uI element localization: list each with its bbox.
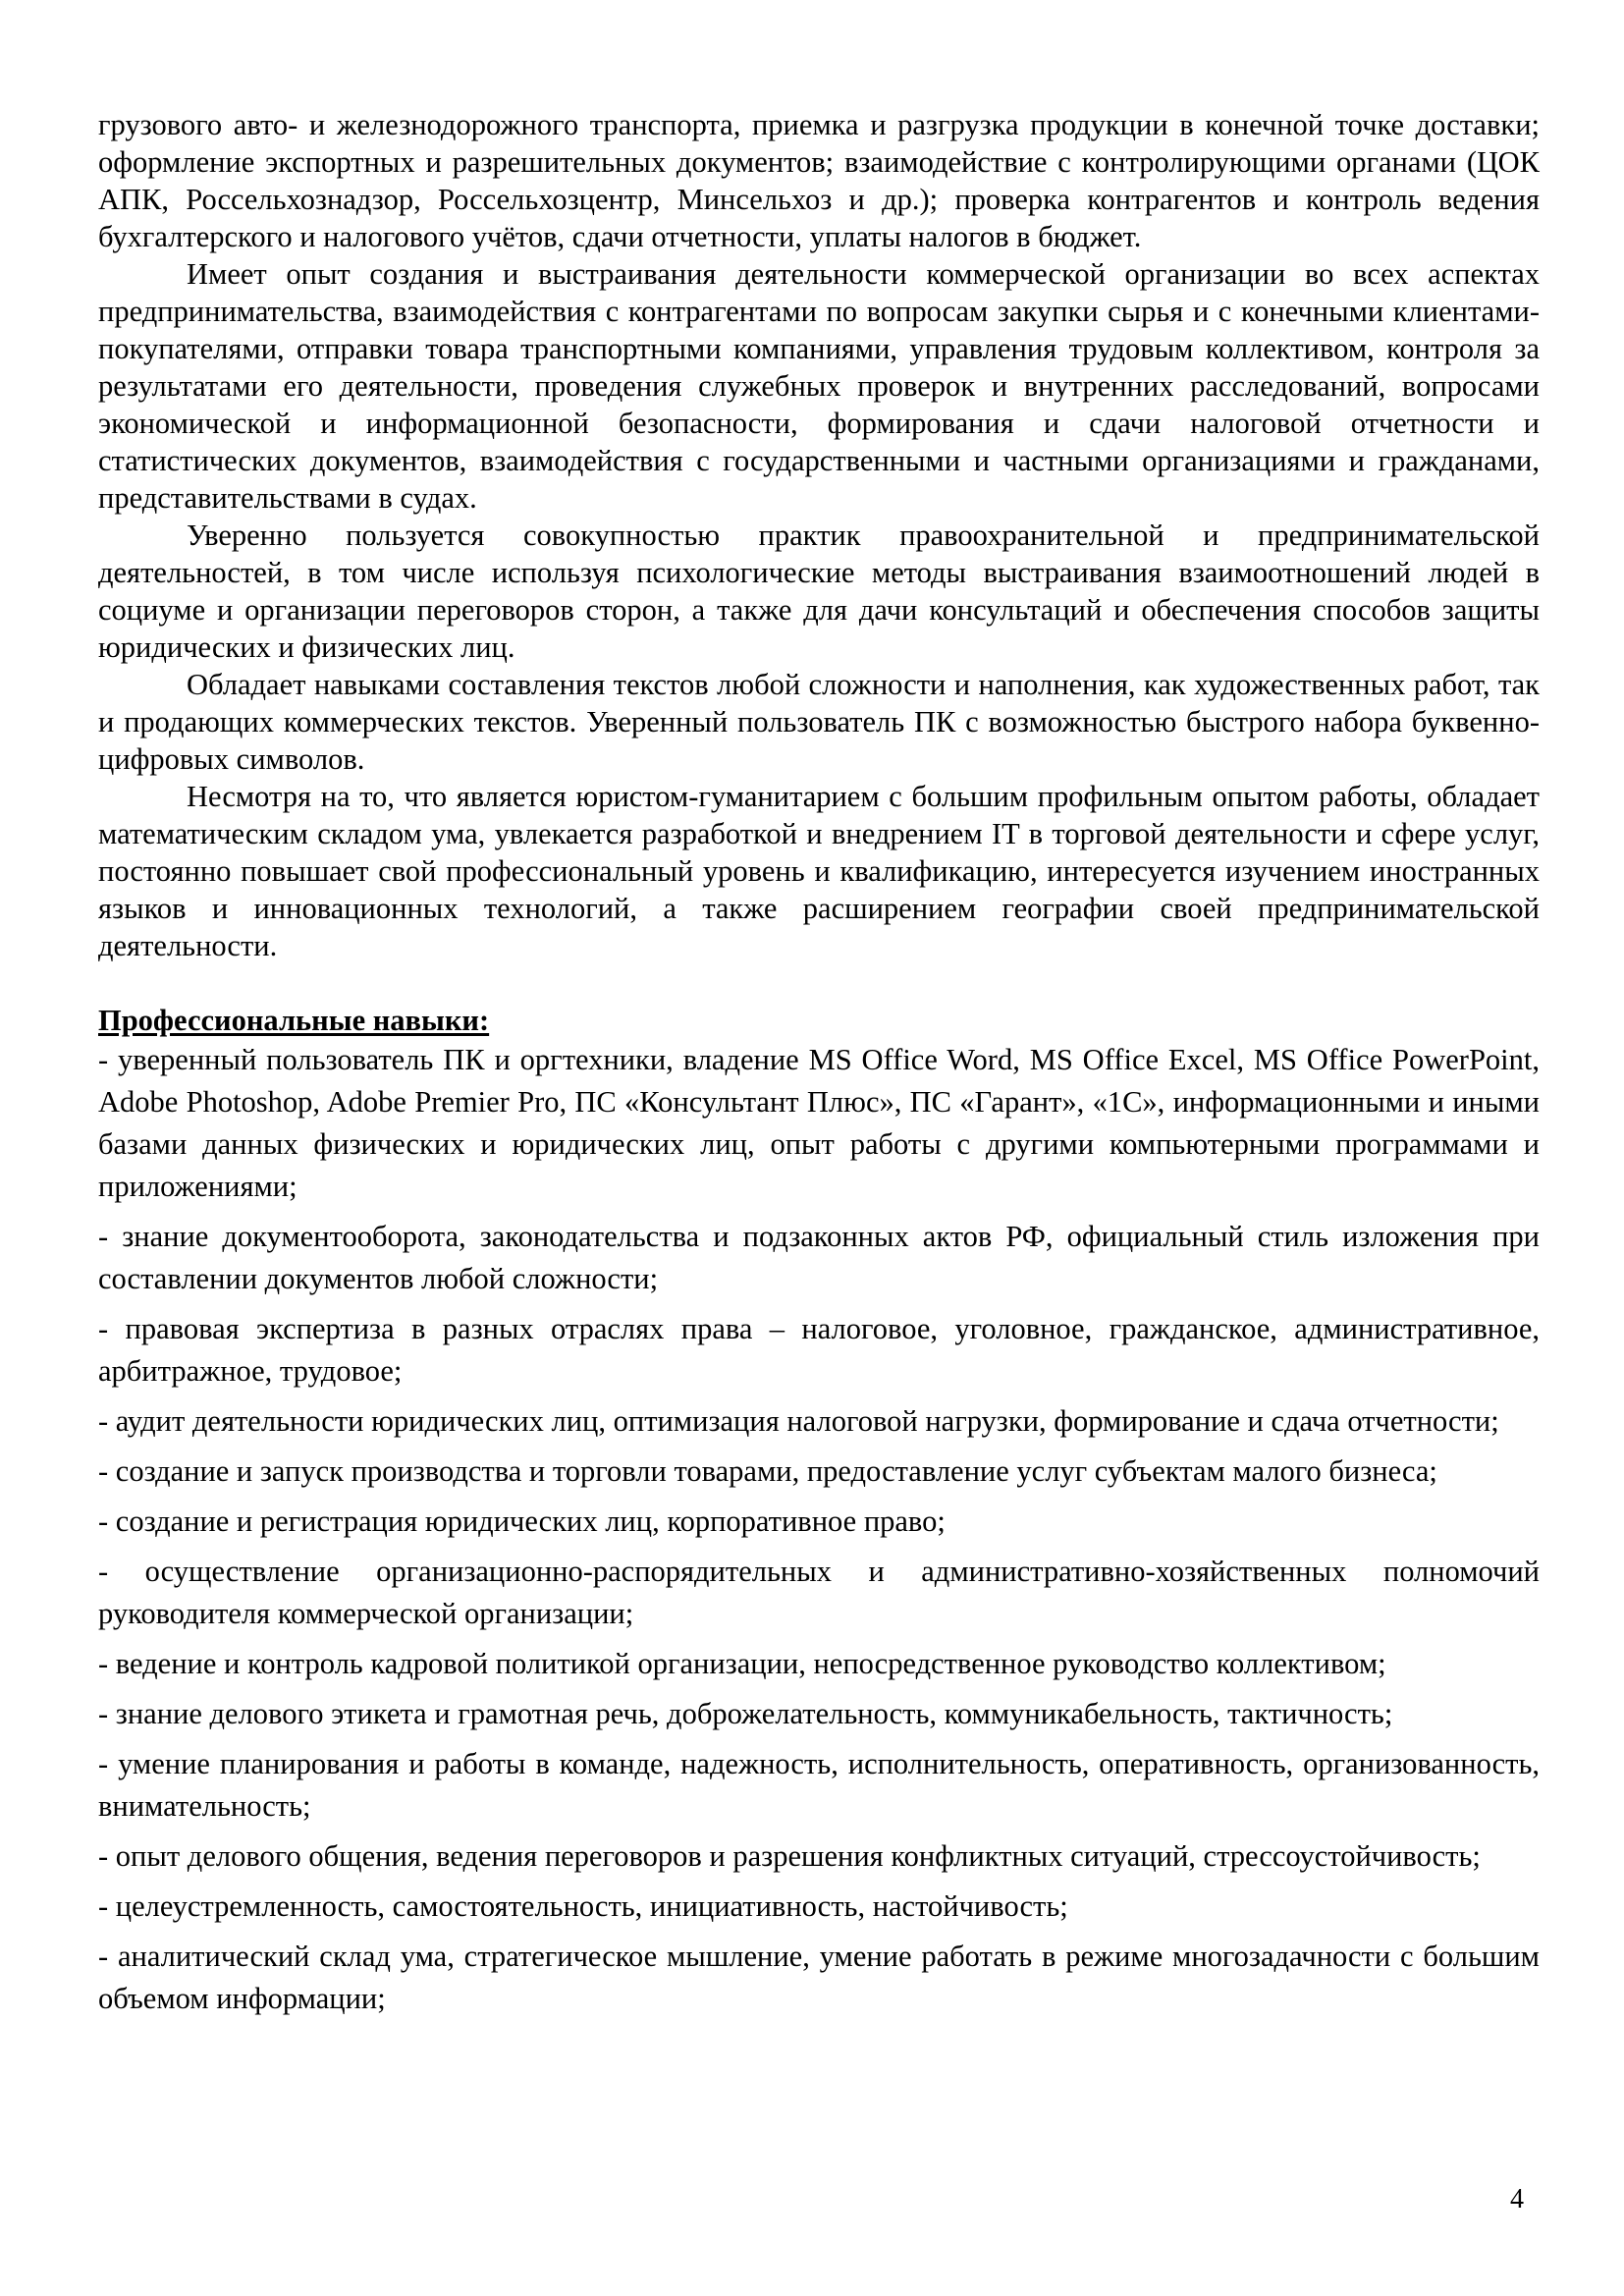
skills-list	[98, 1039, 1540, 2020]
skill-item: - умение планирования и работы в команде, надежность, исполнительность, оперативность, организованность, внимательность;	[98, 1747, 1540, 1823]
paragraph-interests: Несмотря на то, что является юристом-гуманитарием с большим профильным опытом работы, обладает математическим складом ума, увлекается разработкой и внедрением IT в торговой деятельности и сфере услуг, постоянно повышает свой профессиональный уровень и квалификацию, интересуется изучением иностранных языков и инновационных технологий, а также расширением географии своей предпринимательской деятельности.	[98, 780, 1540, 962]
document-page	[98, 106, 1540, 2028]
paragraph-writing-skills: Обладает навыками составления текстов любой сложности и наполнения, как художественных работ, так и продающих коммерческих текстов. Уверенный пользователь ПК с возможностью быстрого набора буквенно-цифровых символов.	[98, 668, 1540, 776]
skill-item: - уверенный пользователь ПК и оргтехники, владение MS Office Word, MS Office Excel, MS Office PowerPoint, Adobe Photoshop, Adobe Premier Pro, ПС «Консультант Плюс», ПС «Гарант», «1С», информационными и иными базами данных физических и юридических лиц, опыт работы с другими компьютерными программами и приложениями;	[98, 1043, 1540, 1203]
skill-item: - аудит деятельности юридических лиц, оптимизация налоговой нагрузки, формирование и сдача отчетности;	[98, 1404, 1499, 1438]
skills-heading: Профессиональные навыки:	[98, 1004, 490, 1037]
skill-item: - аналитический склад ума, стратегическое мышление, умение работать в режиме многозадачности с большим объемом информации;	[98, 1940, 1540, 2015]
skill-item: - создание и регистрация юридических лиц, корпоративное право;	[98, 1504, 946, 1538]
skill-item: - осуществление организационно-распорядительных и административно-хозяйственных полномочий руководителя коммерческой организации;	[98, 1555, 1540, 1630]
paragraph-practices: Уверенно пользуется совокупностью практик правоохранительной и предпринимательской деятельностей, в том числе используя психологические методы выстраивания взаимоотношений людей в социуме и организации переговоров сторон, а также для дачи консультаций и обеспечения способов защиты юридических и физических лиц.	[98, 519, 1540, 664]
paragraph-continuation: грузового авто- и железнодорожного транспорта, приемка и разгрузка продукции в конечной точке доставки; оформление экспортных и разрешительных документов; взаимодействие с контролирующими органами (ЦОК АПК, Россельхознадзор, Россельхозцентр, Минсельхоз и др.); проверка контрагентов и контроль ведения бухгалтерского и налогового учётов, сдачи отчетности, уплаты налогов в бюджет.	[98, 108, 1540, 253]
page-number: 4	[1510, 2184, 1524, 2214]
skill-item: - ведение и контроль кадровой политикой организации, непосредственное руководство коллективом;	[98, 1647, 1386, 1680]
skill-item: - целеустремленность, самостоятельность, инициативность, настойчивость;	[98, 1889, 1068, 1923]
paragraph-experience: Имеет опыт создания и выстраивания деятельности коммерческой организации во всех аспектах предпринимательства, взаимодействия с контрагентами по вопросам закупки сырья и с конечными клиентами-покупателями, отправки товара транспортными компаниями, управления трудовым коллективом, контроля за результатами его деятельности, проведения служебных проверок и внутренних расследований, вопросами экономической и информационной безопасности, формирования и сдачи налоговой отчетности и статистических документов, взаимодействия с государственными и частными организациями и гражданами, представительствами в судах.	[98, 257, 1540, 515]
skill-item: - правовая экспертиза в разных отраслях права – налоговое, уголовное, гражданское, административное, арбитражное, трудовое;	[98, 1312, 1540, 1388]
skill-item: - знание делового этикета и грамотная речь, доброжелательность, коммуникабельность, тактичность;	[98, 1697, 1393, 1730]
skill-item: - создание и запуск производства и торговли товарами, предоставление услуг субъектам малого бизнеса;	[98, 1454, 1437, 1488]
section-spacer	[98, 964, 1540, 1002]
skill-item: - знание документооборота, законодательства и подзаконных актов РФ, официальный стиль изложения при составлении документов любой сложности;	[98, 1220, 1540, 1295]
skill-item: - опыт делового общения, ведения переговоров и разрешения конфликтных ситуаций, стрессоустойчивость;	[98, 1839, 1481, 1873]
